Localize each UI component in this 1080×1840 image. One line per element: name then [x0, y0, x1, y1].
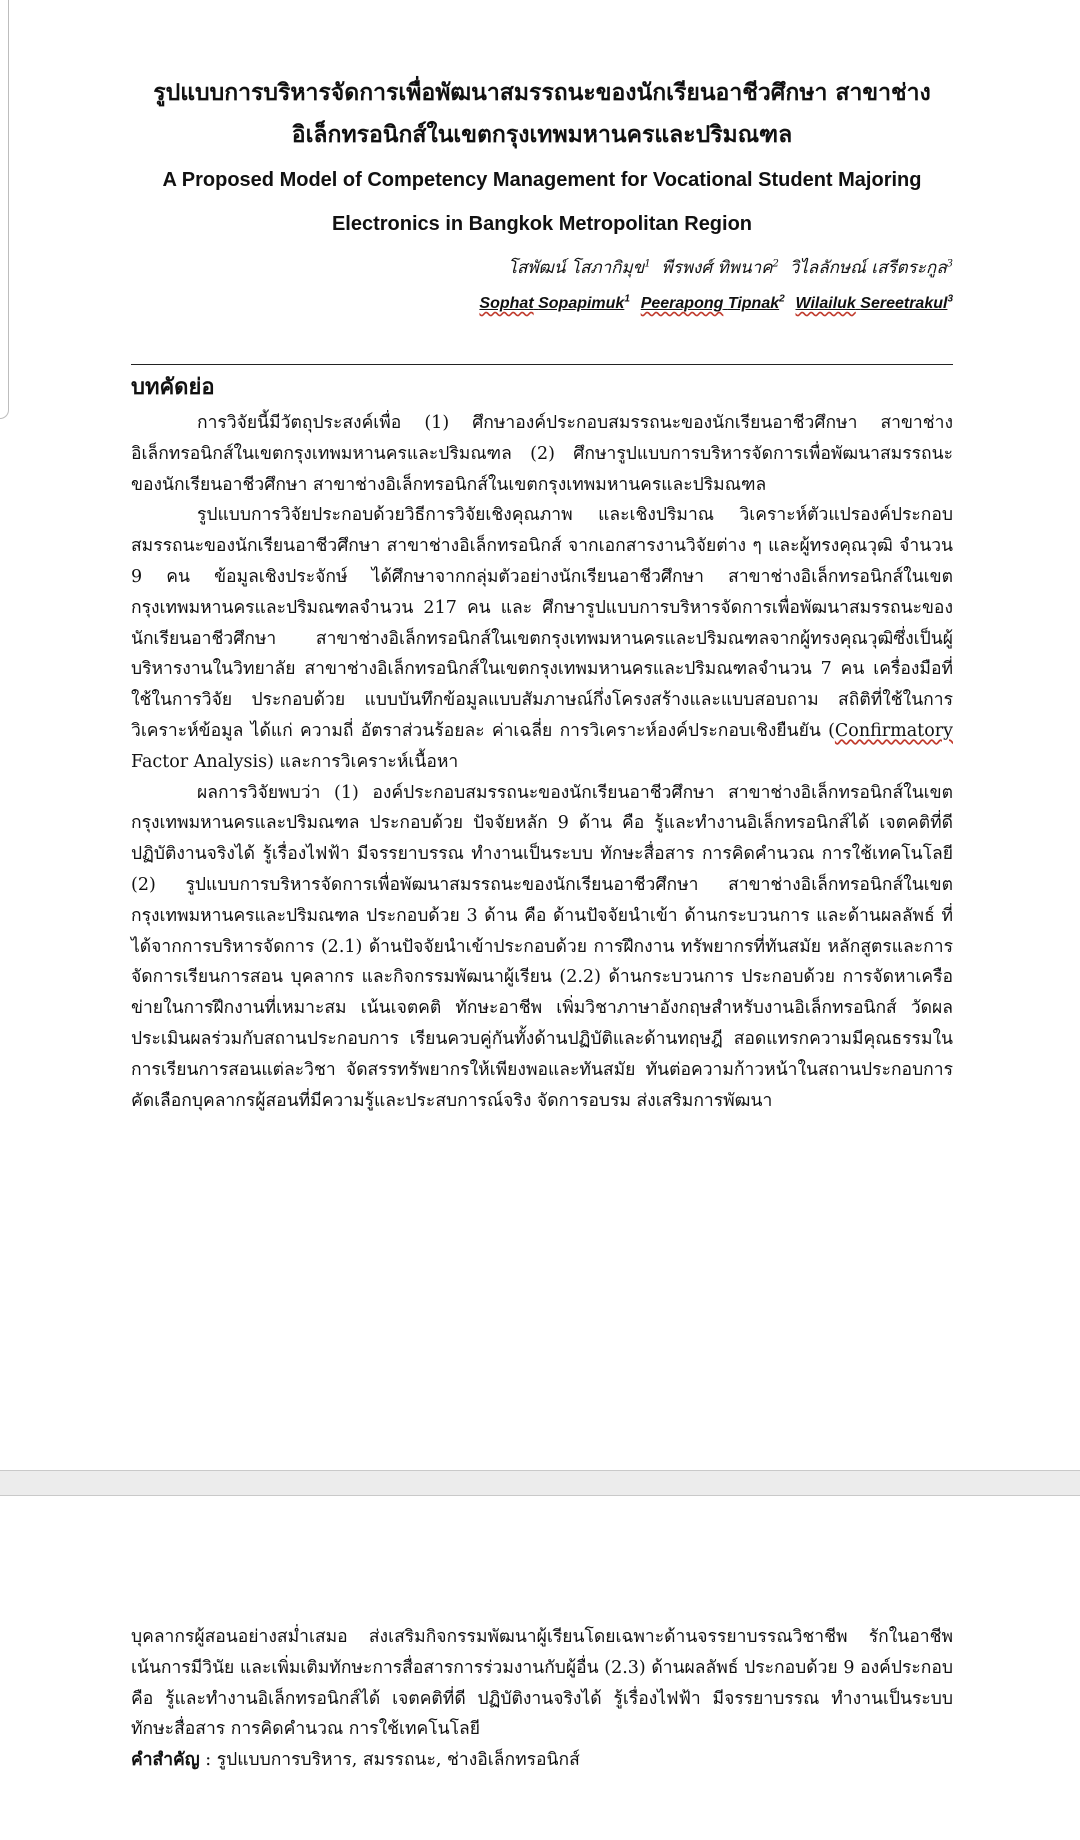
abstract-heading: บทคัดย่อ	[131, 374, 215, 400]
keywords-label: คำสำคัญ	[131, 1750, 200, 1771]
author-english-2: Peerapong Tipnak$^2$	[640, 293, 785, 312]
keywords-value: รูปแบบการบริหาร, สมรรถนะ, ช่างอิเล็กทรอนิกส์	[216, 1750, 580, 1771]
abstract-paragraph-3-continued: บุคลากรผู้สอนอย่างสม่ำเสมอ ส่งเสริมกิจกรรมพัฒนาผู้เรียนโดยเฉพาะด้านจรรยาบรรณวิชาชีพ รักในอาชีพ เน้นการมีวินัย และเพิ่มเติมทักษะการสื่อสารการร่วมงานกับผู้อื่น (2.3) ด้านผลลัพธ์ ประกอบด้วย 9 องค์ประกอบ คือ รู้และทำงานอิเล็กทรอนิกส์ได้ เจตคติที่ดี ปฏิบัติงานจริงได้ รู้เรื่องไฟฟ้า มีจรรยาบรรณ ทำงานเป็นระบบ ทักษะสื่อสาร การคิดคำนวณ การใช้เทคโนโลยี	[131, 1627, 953, 1740]
title-block	[131, 72, 953, 319]
abstract-paragraph-3: ผลการวิจัยพบว่า (1) องค์ประกอบสมรรถนะของนักเรียนอาชีวศึกษา สาขาช่างอิเล็กทรอนิกส์ในเขตกรุงเทพมหานครและปริมณฑล ประกอบด้วย ปัจจัยหลัก 9 ด้าน คือ รู้และทำงานอิเล็กทรอนิกส์ได้ เจตคติที่ดี ปฏิบัติงานจริงได้ รู้เรื่องไฟฟ้า มีจรรยาบรรณ ทำงานเป็นระบบ ทักษะสื่อสาร การคิดคำนวณ การใช้เทคโนโลยี (2) รูปแบบการบริหารจัดการเพื่อพัฒนาสมรรถนะของนักเรียนอาชีวศึกษา สาขาช่างอิเล็กทรอนิกส์ในเขตกรุงเทพมหานครและปริมณฑล ประกอบด้วย 3 ด้าน คือ ด้านปัจจัยนำเข้า ด้านกระบวนการ และด้านผลลัพธ์ ที่ได้จากการบริหารจัดการ (2.1) ด้านปัจจัยนำเข้าประกอบด้วย การฝึกงาน ทรัพยากรที่ทันสมัย หลักสูตรและการจัดการเรียนการสอน บุคลากร และกิจกรรมพัฒนาผู้เรียน (2.2) ด้านกระบวนการ ประกอบด้วย การจัดหาเครือข่ายในการฝึกงานที่เหมาะสม เน้นเจตคติ ทักษะอาชีพ เพิ่มวิชาภาษาอังกฤษสำหรับงานอิเล็กทรอนิกส์ วัดผลประเมินผลร่วมกับสถานประกอบการ เรียนควบคู่กันทั้งด้านปฏิบัติและด้านทฤษฎี สอดแทรกความมีคุณธรรมในการเรียนการสอนแต่ละวิชา จัดสรรทรัพยากรให้เพียงพอและทันสมัย ทันต่อความก้าวหน้าในสถานประกอบการ คัดเลือกบุคลากรผู้สอนที่มีความรู้และประสบการณ์จริง จัดการอบรม ส่งเสริมการพัฒนา	[131, 782, 953, 1111]
abstract-paragraph-1: การวิจัยนี้มีวัตถุประสงค์เพื่อ (1) ศึกษาองค์ประกอบสมรรถนะของนักเรียนอาชีวศึกษา สาขาช่างอิเล็กทรอนิกส์ในเขตกรุงเทพมหานครและปริมณฑล (2) ศึกษารูปแบบการบริหารจัดการเพื่อพัฒนาสมรรถนะของนักเรียนอาชีวศึกษา สาขาช่างอิเล็กทรอนิกส์ในเขตกรุงเทพมหานครและปริมณฑล	[131, 413, 953, 495]
title-thai-line-2: อิเล็กทรอนิกส์ในเขตกรุงเทพมหานครและปริมณฑล	[291, 121, 793, 148]
authors-thai	[131, 248, 953, 284]
author-thai-2: พีรพงศ์ ทิพนาค$^2$	[661, 257, 779, 278]
author-thai-1: โสพัฒน์ โสภากิมุข$^1$	[507, 257, 651, 278]
header-divider	[131, 364, 953, 365]
abstract-continued	[131, 1622, 953, 1776]
abstract-section	[131, 370, 953, 1116]
document-page-2	[0, 1495, 1080, 1840]
abstract-paragraph-2: รูปแบบการวิจัยประกอบด้วยวิธีการวิจัยเชิงคุณภาพ และเชิงปริมาณ วิเคราะห์ตัวแปรองค์ประกอบสมรรถนะของนักเรียนอาชีวศึกษา สาขาช่างอิเล็กทรอนิกส์ จากเอกสารงานวิจัยต่าง ๆ และผู้ทรงคุณวุฒิ จำนวน 9 คน ข้อมูลเชิงประจักษ์ ได้ศึกษาจากกลุ่มตัวอย่างนักเรียนอาชีวศึกษา สาขาช่างอิเล็กทรอนิกส์ในเขตกรุงเทพมหานครและปริมณฑลจำนวน 217 คน และ ศึกษารูปแบบการบริหารจัดการเพื่อพัฒนาสมรรถนะของนักเรียนอาชีวศึกษา สาขาช่างอิเล็กทรอนิกส์ในเขตกรุงเทพมหานครและปริมณฑลจากผู้ทรงคุณวุฒิซึ่งเป็นผู้บริหารงานในวิทยาลัย สาขาช่างอิเล็กทรอนิกส์ในเขตกรุงเทพมหานครและปริมณฑลจำนวน 7 คน เครื่องมือที่ใช้ในการวิจัย ประกอบด้วย แบบบันทึกข้อมูลแบบสัมภาษณ์กึ่งโครงสร้างและแบบสอบถาม สถิติที่ใช้ในการวิเคราะห์ข้อมูล ได้แก่ ความถี่ อัตราส่วนร้อยละ ค่าเฉลี่ย การวิเคราะห์องค์ประกอบเชิงยืนยัน (Confirmatory Factor Analysis) และการวิเคราะห์เนื้อหา	[131, 505, 953, 772]
author-english-1: Sophat Sopapimuk$^1$	[479, 293, 630, 312]
title-english-line-1: A Proposed Model of Competency Management for Vocational Student Majoring	[162, 169, 922, 191]
authors-english	[131, 284, 953, 319]
author-thai-3: วิไลลักษณ์ เสรีตระกูล$^3$	[789, 257, 953, 278]
keywords-line: คำสำคัญ : รูปแบบการบริหาร, สมรรถนะ, ช่างอิเล็กทรอนิกส์	[131, 1750, 580, 1771]
title-english-line-2: Electronics in Bangkok Metropolitan Region	[331, 213, 753, 235]
title-thai-line-1: รูปแบบการบริหารจัดการเพื่อพัฒนาสมรรถนะของนักเรียนอาชีวศึกษา สาขาช่าง	[153, 79, 931, 106]
comment-margin-bracket	[0, 0, 9, 419]
author-english-3: Wilailuk Sereetrakul$^3$	[795, 293, 953, 312]
